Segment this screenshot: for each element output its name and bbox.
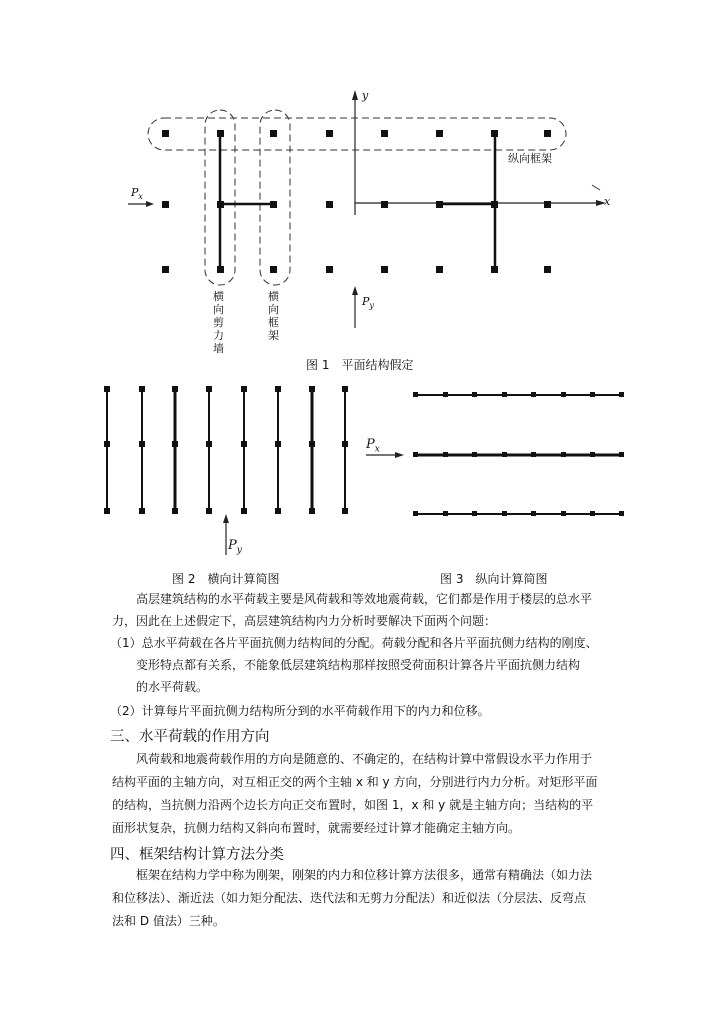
force-px-label: $P_x$ [131,186,143,202]
paragraph-4-line-2: 和位移法）、渐近法（如力矩分配法、迭代法和无剪力分配法）和近似法（分层法、反弯点 [112,891,587,905]
figure-1-caption: 图 1 平面结构假定 [306,358,414,372]
axis-x-label: x [604,195,611,208]
paragraph-3-line-1: 风荷载和地震荷载作用的方向是随意的、不确定的，在结构计算中常假设水平力作用于 [136,752,593,766]
figure-2-caption: 图 2 横向计算简图 [172,572,280,586]
list-item-1-line-2: 变形特点都有关系，不能象低层建筑结构那样按照受荷面积计算各片平面抗侧力结构 [136,658,581,672]
list-item-1-line-1: （1）总水平荷载在各片平面抗侧力结构间的分配。荷载分配和各片平面抗侧力结构的刚度、 [110,636,598,650]
paragraph-4-line-3: 法和 D 值法）三种。 [112,914,225,928]
section-4-heading: 四、框架结构计算方法分类 [110,847,284,863]
paragraph-1-line-1: 高层建筑结构的水平荷载主要是风荷载和等效地震荷载，它们都是作用于楼层的总水平 [136,592,593,606]
longitudinal-frame-outline [148,118,566,150]
transverse-frame-label: 横向框架 [268,290,279,342]
section-3-heading: 三、水平荷载的作用方向 [110,729,270,745]
figure-3-force-label: $P_x$ [366,437,380,455]
figure-2-transverse-frames [107,389,345,512]
paragraph-4-line-1: 框架在结构力学中称为刚架，刚架的内力和位移计算方法很多，通常有精确法（如力法 [136,868,593,882]
force-py-label: $P_y$ [362,295,374,311]
paragraph-3-line-4: 面形状复杂，抗侧力结构又斜向布置时，就需要经过计算才能确定主轴方向。 [112,821,521,835]
list-item-1-line-3: 的水平荷载。 [136,680,209,694]
paragraph-3-line-2: 结构平面的主轴方向，对互相正交的两个主轴 x 和 y 方向，分别进行内力分析。对矩形平面 [112,775,598,789]
figure-2-force-label: $P_y$ [228,538,242,556]
list-item-2: （2）计算每片平面抗侧力结构所分到的水平荷载作用下的内力和位移。 [110,704,490,718]
figure-3-caption: 图 3 纵向计算简图 [440,572,548,586]
longitudinal-frame-label: 纵向框架 [508,152,552,165]
shear-wall-label: 横向剪力墙 [213,290,224,355]
paragraph-1-line-2: 力，因此在上述假定下，高层建筑结构内力分析时要解决下面两个问题： [112,614,497,628]
axis-y-label: y [362,89,369,102]
paragraph-3-line-3: 的结构，当抗侧力沿两个边长方向正交布置时，如图 1，x 和 y 就是主轴方向；当结构的平 [112,798,594,812]
